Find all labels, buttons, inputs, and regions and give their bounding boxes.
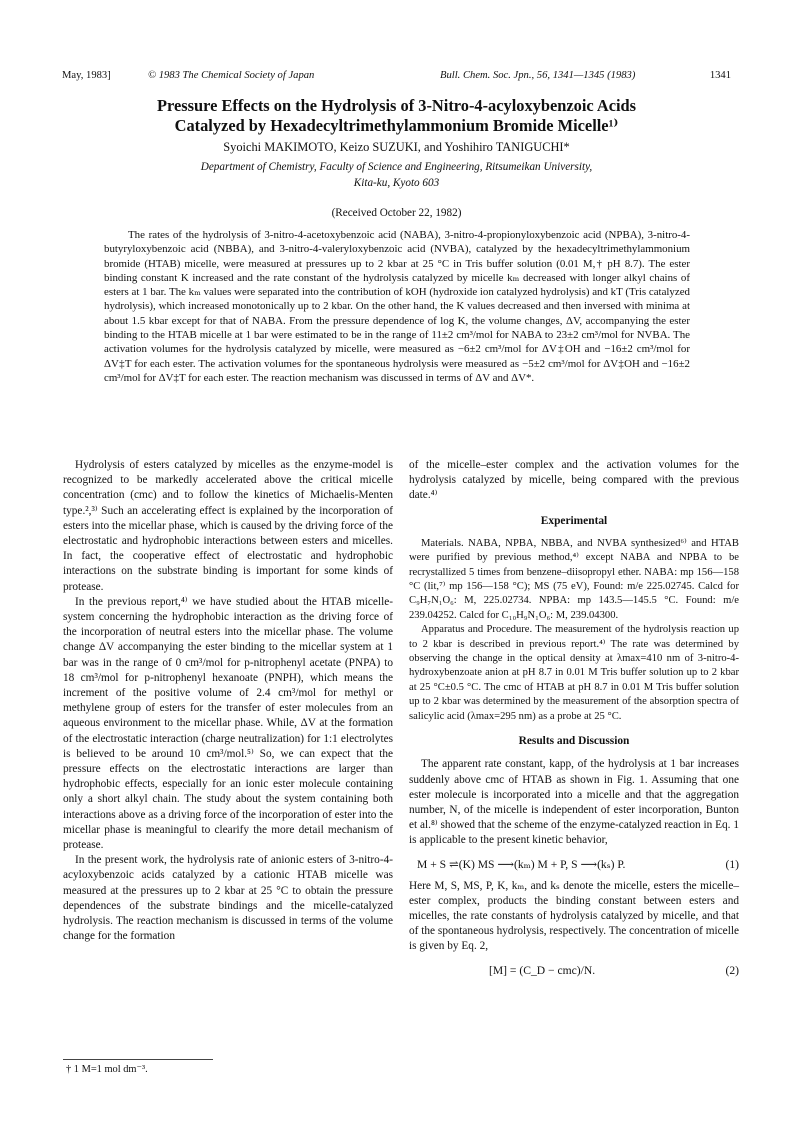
abstract: The rates of the hydrolysis of 3-nitro-4-acetoxybenzoic acid (NABA), 3-nitro-4-propionyloxybenzoic acid (NPBA), 3-nitro-4-butyryloxybenzoic acid (NBBA), and 3-nitro-4-valeryloxybenzoic acid (NVBA), catalyzed by the hexadecyltrimethylammonium bromide (HTAB) micelle, were measured at pressures up to 2 kbar at 25 °C in Tris buffer solution (0.01 M,† pH 8.7). The ester binding constant K increased and the rate constant of the hydrolysis catalyzed by micelle kₘ decreased with longer alkyl chains of esters at 1 bar. The kₘ values were separated into the contribution of kOH (hydroxide ion catalyzed hydrolysis) and kT (Tris catalyzed hydrolysis), which increased monotonically up to 2 kbar. On the other hand, the K values decreased and then inversed with minima at about 1.5 kbar except for that of NABA. From the pressure dependence of log K, the volume changes, ΔV, accompanying the ester binding to the HTAB micelle at 1 bar were estimated to be in the range of 11±2 cm³/mol for NABA to 23±2 cm³/mol for NVBA. The activation volumes for the hydrolysis catalyzed by micelle, were measured as −6±2 cm³/mol for ΔV‡OH and −16±2 cm³/mol for ΔV‡T for each ester. The activation volumes for the spontaneous hydrolysis were measured as −5±2 cm³/mol for ΔV‡OH and −16±2 cm³/mol for ΔV‡T for each ester. The reaction mechanism was discussed in terms of ΔV and ΔV*.: [104, 229, 690, 384]
title-line-1: Pressure Effects on the Hydrolysis of 3-Nitro-4-acyloxybenzoic Acids: [156, 96, 637, 115]
article-title: [60, 96, 733, 136]
equation-1-body: M + S ⇌(K) MS ⟶(kₘ) M + P, S ⟶(kₛ) P.: [417, 857, 626, 871]
affiliation-line-2: Kita-ku, Kyoto 603: [353, 176, 440, 189]
title-line-2: Catalyzed by Hexadecyltrimethylammonium Bromide Micelle¹⁾: [174, 116, 619, 135]
equation-2-body: [M] = (C_D − cmc)/N.: [489, 963, 596, 977]
results-paragraph-2: Here M, S, MS, P, K, kₘ, and kₛ denote the micelle, esters the micelle–ester complex, products the binding constant between esters and micelles, the rate constants of hydrolysis catalyzed by micelle, and that of the spontaneous hydrolysis, respectively. The concentration of micelle is given by Eq. 2,: [409, 879, 739, 953]
page-number: 1341: [709, 70, 731, 81]
right-column: [409, 458, 739, 985]
materials-paragraph: Materials. NABA, NPBA, NBBA, and NVBA synthesized⁶⁾ and HTAB were purified by previous method,⁴⁾ except NABA and NPBA to be recrystallized 5 times from benzene–diisopropyl ether. NABA: mp 156—158 °C (lit,⁷⁾ mp 156—158 °C); MS (75 eV), Found: m/e 225.02745. Calcd for C₉H₇N₁O₆: M, 225.02734. NPBA: mp 143.5—145.5 °C. Found: m/e 239.04252. Calcd for C₁₀H₉N₁O₆: M, 239.04300.: [409, 537, 739, 621]
equation-2: [409, 959, 739, 983]
copyright-notice: © 1983 The Chemical Society of Japan: [148, 70, 315, 81]
issue-date: May, 1983]: [62, 70, 111, 81]
intro-continuation: of the micelle–ester complex and the activation volumes for the hydrolysis catalyzed by micelle, being compared with the previous date.⁴⁾: [409, 459, 739, 502]
footnote: † 1 M=1 mol dm⁻³.: [66, 1064, 148, 1075]
journal-citation: Bull. Chem. Soc. Jpn., 56, 1341—1345 (1983): [440, 70, 636, 81]
equation-1: [409, 853, 739, 877]
author-list: Syoichi MAKIMOTO, Keizo SUZUKI, and Yoshihiro TANIGUCHI*: [223, 140, 570, 154]
affiliation-line-1: Department of Chemistry, Faculty of Science and Engineering, Ritsumeikan University,: [200, 161, 593, 173]
equation-1-number: (1): [725, 857, 739, 871]
equation-2-number: (2): [725, 963, 739, 977]
received-date: (Received October 22, 1982): [331, 207, 462, 219]
experimental-heading: Experimental: [540, 514, 608, 527]
footnote-divider: [63, 1059, 213, 1060]
running-header: [62, 70, 731, 86]
left-column: [63, 458, 393, 945]
results-heading: Results and Discussion: [518, 735, 630, 748]
intro-paragraph-2: In the previous report,⁴⁾ we have studied about the HTAB micelle-system concerning the hydrophobic interaction as the driving force of the incorporation of neutral esters into the micellar phase. The volume change ΔV accompanying the ester binding to the micellar system at 1 bar was in the range of 0 cm³/mol for p-nitrophenyl acetate (PNPA) to 18 cm³/mol for p-nitrophenyl hexanoate (PNPH), which means the increment of the positive volume of 2.4 cm³/mol for methyl or methylene group of esters for the transfer of ester molecules from an aqueous environment to the micellar phase. While, ΔV at the formation of the electrostatic interaction (charge neutralization) for 1:1 electrolytes is believed to be around 10 cm³/mol.⁵⁾ So, we can expect that the pressure effects on the electrostatic interactions are larger than hydrophobic effects, especially for an ionic ester molecule containing only a short alkyl chain. The study about the system containing both interactions above as a driving force of the incorporation of ester into the micellar phase is meaningful to clearify the more detail mechanism of protease.: [63, 595, 394, 852]
intro-paragraph-3: In the present work, the hydrolysis rate of anionic esters of 3-nitro-4-acyloxybenzoic acids catalyzed by a cationic HTAB micelle was measured at the pressures up to 2 kbar at 25 °C to obtain the pressure dependences of the substrate bindings and the micelle-catalyzed hydrolysis. The reaction mechanism is discussed in terms of the volume change for the formation: [63, 854, 393, 943]
affiliation: [60, 160, 733, 191]
results-paragraph-1: The apparent rate constant, kapp, of the hydrolysis at 1 bar increases suddenly above cmc of HTAB as shown in Fig. 1. Assuming that one ester molecule is incorporated into a micelle and that the aggregation number, N, of the micelle is independent of ester incorporation, Bunton et al.⁸⁾ showed that the scheme of the enzyme-catalyzed reaction in Eq. 1 is applicable to the present kinetic behavior,: [409, 758, 739, 847]
apparatus-paragraph: Apparatus and Procedure. The measurement of the hydrolysis reaction up to 2 kbar is described in previous report.⁴⁾ The rate was determined by observing the change in the optical density at λmax=410 nm of 3-nitro-4-hydroxybenzoate anion at pH 8.7 in 0.01 M Tris buffer solution up to 2 kbar at 25 °C±0.5 °C. The cmc of HTAB at pH 8.7 in 0.01 M Tris buffer solution up to 2 kbar was determined by the measurement of the absorption spectra of salicylic acid (λmax=295 nm) as a probe at 25 °C.: [409, 624, 739, 722]
intro-paragraph-1: Hydrolysis of esters catalyzed by micelles as the enzyme-model is recognized to be markedly accelerated above the critical micelle concentration (cmc) and to follow the kinetics of Michaelis-Menten type.²,³⁾ Such an accelerating effect is explained by the incorporation of esters into the micellar phase, which is caused by the driving force of the electrostatic and hydrophobic interactions between esters and micelles. In fact, the cooperative effect of electrostatic and hydrophobic interactions on the substrate binding is important for some kinds of protease.: [63, 459, 393, 593]
